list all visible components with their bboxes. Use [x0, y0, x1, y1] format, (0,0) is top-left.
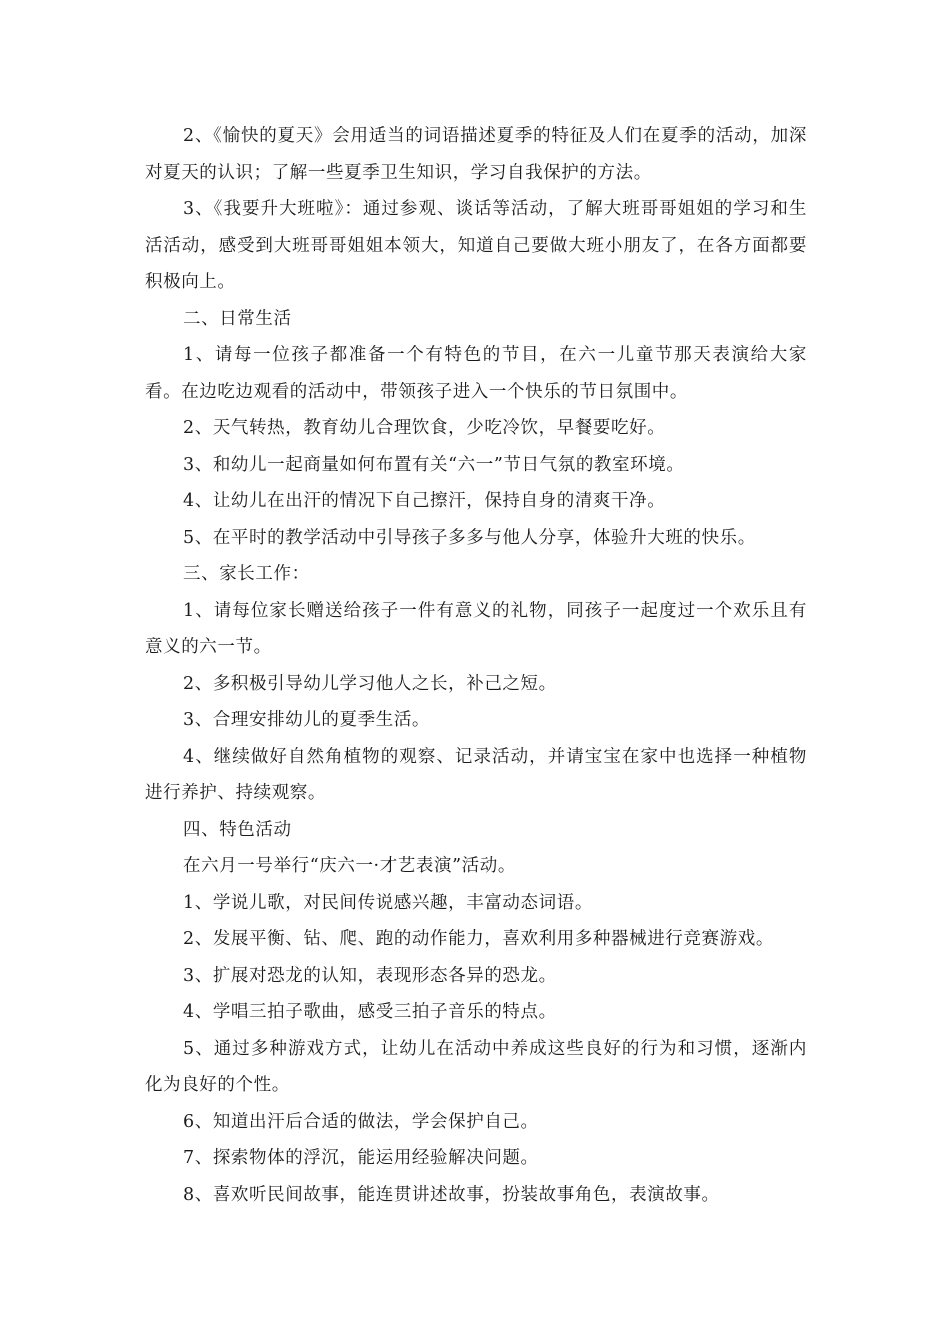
paragraph-item: 2、《愉快的夏天》会用适当的词语描述夏季的特征及人们在夏季的活动，加深对夏天的认识；了解一些夏季卫生知识，学习自我保护的方法。 [145, 126, 807, 183]
paragraph-item: 3、合理安排幼儿的夏季生活。 [183, 710, 431, 730]
paragraph-item: 在六月一号举行“庆六一·才艺表演”活动。 [183, 856, 516, 876]
paragraph-item: 4、学唱三拍子歌曲，感受三拍子音乐的特点。 [183, 1002, 557, 1022]
paragraph-item: 5、通过多种游戏方式，让幼儿在活动中养成这些良好的行为和习惯，逐渐内化为良好的个性。 [145, 1038, 807, 1095]
paragraph-item: 3、《我要升大班啦》：通过参观、谈话等活动，了解大班哥哥姐姐的学习和生活活动，感受到大班哥哥姐姐本领大，知道自己要做大班小朋友了，在各方面都要积极向上。 [145, 199, 807, 292]
paragraph-item: 8、喜欢听民间故事，能连贯讲述故事，扮装故事角色，表演故事。 [183, 1184, 720, 1205]
paragraph-item: 1、请每一位孩子都准备一个有特色的节目，在六一儿童节那天表演给大家看。在边吃边观看的活动中，带领孩子进入一个快乐的节日氛围中。 [145, 345, 807, 402]
paragraph-item: 4、让幼儿在出汗的情况下自己擦汗，保持自身的清爽干净。 [183, 491, 666, 511]
paragraph-item: 2、多积极引导幼儿学习他人之长，补己之短。 [183, 673, 557, 694]
section-heading: 二、日常生活 [183, 308, 292, 329]
paragraph-item: 3、和幼儿一起商量如何布置有关“六一”节日气氛的教室环境。 [183, 454, 685, 475]
paragraph-item: 1、请每位家长赠送给孩子一件有意义的礼物，同孩子一起度过一个欢乐且有意义的六一节。 [145, 600, 807, 657]
paragraph-item: 2、发展平衡、钻、爬、跑的动作能力，喜欢利用多种器械进行竞赛游戏。 [183, 929, 774, 949]
document-body [145, 118, 807, 1213]
section-heading: 三、家长工作： [183, 564, 310, 584]
paragraph-item: 2、天气转热，教育幼儿合理饮食，少吃冷饮，早餐要吃好。 [183, 418, 666, 438]
paragraph-item: 7、探索物体的浮沉，能运用经验解决问题。 [183, 1148, 539, 1168]
paragraph-item: 6、知道出汗后合适的做法，学会保护自己。 [183, 1111, 539, 1132]
paragraph-item: 1、学说儿歌，对民间传说感兴趣，丰富动态词语。 [183, 892, 593, 913]
paragraph-item: 3、扩展对恐龙的认知，表现形态各异的恐龙。 [183, 965, 557, 986]
paragraph-item: 5、在平时的教学活动中引导孩子多多与他人分享，体验升大班的快乐。 [183, 527, 756, 548]
paragraph-item: 4、继续做好自然角植物的观察、记录活动，并请宝宝在家中也选择一种植物进行养护、持续观察。 [145, 746, 807, 803]
section-heading: 四、特色活动 [183, 819, 292, 840]
